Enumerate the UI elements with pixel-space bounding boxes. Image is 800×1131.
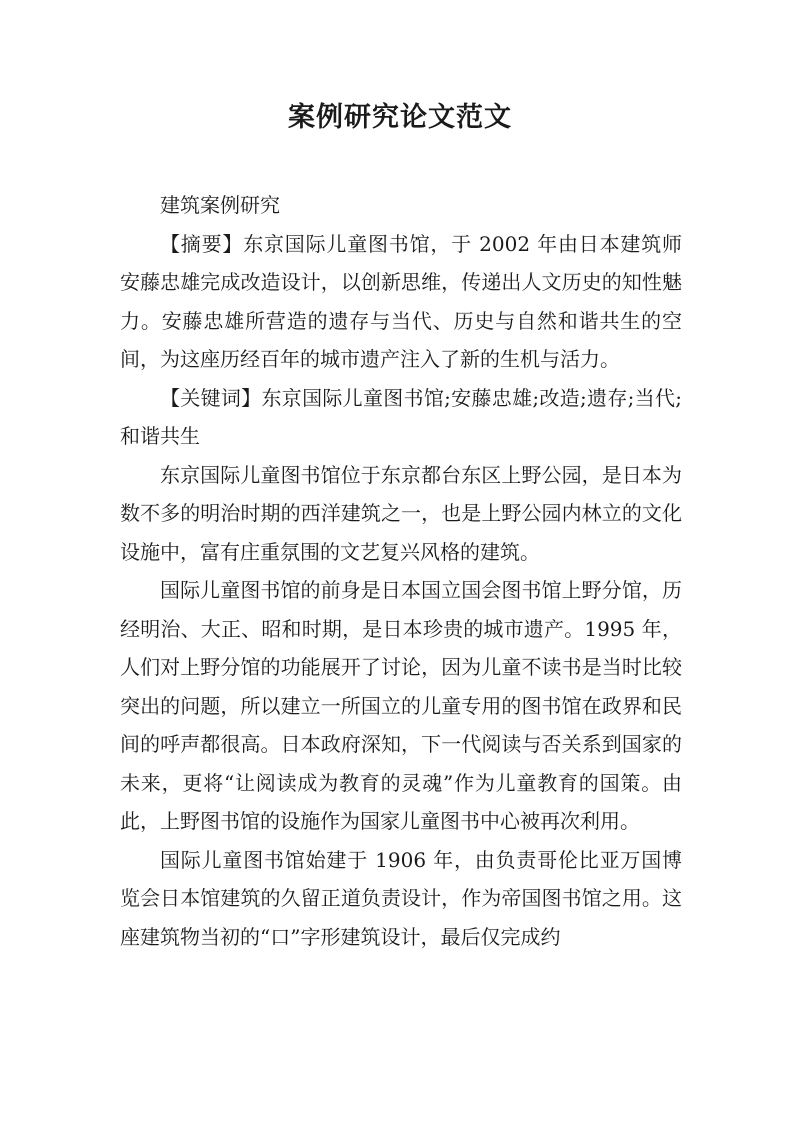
paragraph-keywords: 【关键词】东京国际儿童图书馆;安藤忠雄;改造;遗存;当代;和谐共生	[120, 385, 682, 448]
paragraph-body: 国际儿童图书馆的前身是日本国立国会图书馆上野分馆，历经明治、大正、昭和时期，是日本珍贵的城市遗产。1995 年，人们对上野分馆的功能展开了讨论，因为儿童不读书是当时比较突出的问题，所以建立一所国立的儿童专用的图书馆在政界和民间的呼声都很高。日本政府深知，下一代阅读与否关系到国家的未来，更将“让阅读成为教育的灵魂”作为儿童教育的国策。由此，上野图书馆的设施作为国家儿童图书中心被再次利用。	[120, 578, 682, 833]
document-body	[120, 186, 682, 956]
paragraph-abstract: 【摘要】东京国际儿童图书馆，于 2002 年由日本建筑师安藤忠雄完成改造设计，以创新思维，传递出人文历史的知性魅力。安藤忠雄所营造的遗存与当代、历史与自然和谐共生的空间，为这座历经百年的城市遗产注入了新的生机与活力。	[120, 231, 682, 371]
document-title: 案例研究论文范文	[288, 102, 512, 133]
paragraph-body: 国际儿童图书馆始建于 1906 年，由负责哥伦比亚万国博览会日本馆建筑的久留正道负责设计，作为帝国图书馆之用。这座建筑物当初的“口”字形建筑设计，最后仅完成约	[120, 847, 682, 949]
paragraph-body: 东京国际儿童图书馆位于东京都台东区上野公园，是日本为数不多的明治时期的西洋建筑之一，也是上野公园内林立的文化设施中，富有庄重氛围的文艺复兴风格的建筑。	[120, 462, 682, 564]
paragraph-subtitle: 建筑案例研究	[160, 193, 280, 217]
